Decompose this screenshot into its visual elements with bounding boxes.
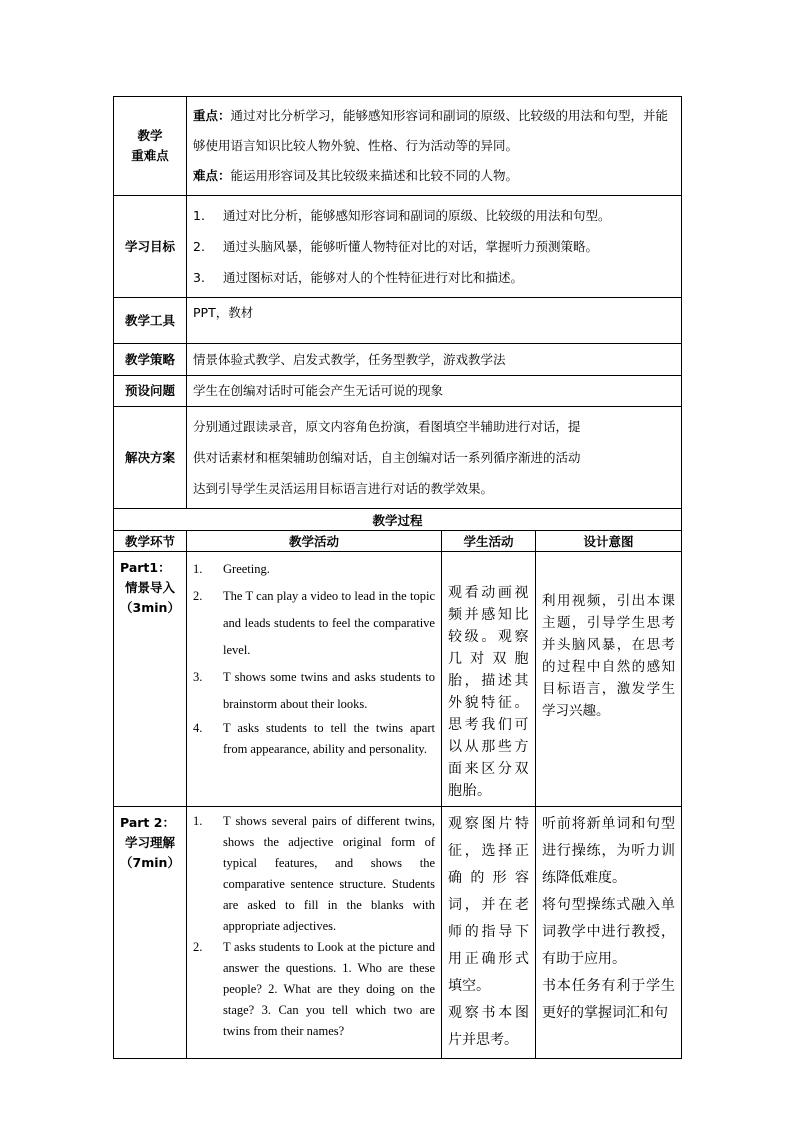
activity-item: 1. T shows several pairs of different twins, shows the adjective original form of typical features, and shows the comparative sentence structure. Students are asked to fill in the blanks with appropriate adjectives. bbox=[193, 814, 435, 933]
objectives-content bbox=[187, 196, 682, 298]
lesson-plan-document bbox=[113, 96, 681, 1059]
tools-label: 教学工具 bbox=[114, 298, 187, 344]
problems-row bbox=[114, 376, 682, 407]
header-stage: 教学环节 bbox=[114, 531, 187, 552]
focus-content bbox=[187, 97, 682, 196]
part2-activities bbox=[187, 807, 442, 1059]
part2-row bbox=[114, 807, 682, 1059]
objectives-row bbox=[114, 196, 682, 298]
key-point: 重点：通过对比分析学习，能够感知形容词和副词的原级、比较级的用法和句型，并能够使用语言知识比较人物外貌、性格、行为活动等的异同。 bbox=[193, 108, 669, 153]
tools-row bbox=[114, 298, 682, 344]
part1-activities bbox=[187, 552, 442, 807]
objective-item: 2. 通过头脑风暴，能够听懂人物特征对比的对话，掌握听力预测策略。 bbox=[193, 239, 599, 254]
part1-student: 观看动画视频并感知比较级。观察几对双胞胎，描述其外貌特征。思考我们可以从那些方面来区分双胞胎。 bbox=[442, 552, 536, 807]
difficult-point: 难点：能运用形容词及其比较级来描述和比较不同的人物。 bbox=[193, 168, 519, 183]
problems-label: 预设问题 bbox=[114, 376, 187, 407]
solutions-label: 解决方案 bbox=[114, 407, 187, 509]
part2-intent: 听前将新单词和句型进行操练，为听力训练降低难度。 将句型操练式融入单词教学中进行教授，有助于应用。 书本任务有利于学生更好的掌握词汇和句 bbox=[536, 807, 682, 1059]
header-activity: 教学活动 bbox=[187, 531, 442, 552]
activity-item: 3. T shows some twins and asks students to brainstorm about their looks. bbox=[193, 670, 435, 711]
strategies-label: 教学策略 bbox=[114, 344, 187, 376]
process-title: 教学过程 bbox=[114, 509, 682, 531]
part2-stage: Part 2： 学习理解 （7min） bbox=[114, 807, 187, 1059]
header-intent: 设计意图 bbox=[536, 531, 682, 552]
tools-content: PPT，教材 bbox=[187, 298, 682, 344]
focus-label: 教学 重难点 bbox=[114, 97, 187, 196]
objective-item: 3. 通过图标对话，能够对人的个性特征进行对比和描述。 bbox=[193, 270, 524, 285]
process-header-row bbox=[114, 531, 682, 552]
activity-item: 2. The T can play a video to lead in the topic and leads students to feel the comparative level. bbox=[193, 589, 435, 657]
part1-stage: Part1： 情景导入 （3min） bbox=[114, 552, 187, 807]
process-title-row bbox=[114, 509, 682, 531]
activity-item: 2. T asks students to Look at the picture and answer the questions. 1. Who are these people? 2. What are they doing on the stage? 3. Can you tell which two are twins from their names? bbox=[193, 940, 435, 1038]
header-student: 学生活动 bbox=[442, 531, 536, 552]
strategies-content: 情景体验式教学、启发式教学，任务型教学，游戏教学法 bbox=[187, 344, 682, 376]
activity-item: 4. T asks students to tell the twins apart from appearance, ability and personality. bbox=[193, 721, 435, 756]
strategies-row bbox=[114, 344, 682, 376]
solutions-content: 分别通过跟读录音，原文内容角色扮演，看图填空半辅助进行对话，提 供对话素材和框架辅助创编对话，自主创编对话一系列循序渐进的活动 达到引导学生灵活运用目标语言进行对话的教学效果。 bbox=[187, 407, 682, 509]
objectives-list bbox=[193, 200, 675, 293]
focus-row bbox=[114, 97, 682, 196]
problems-content: 学生在创编对话时可能会产生无话可说的现象 bbox=[187, 376, 682, 407]
lesson-plan-table bbox=[113, 96, 682, 1059]
activity-item: 1. Greeting. bbox=[193, 562, 270, 576]
part1-intent: 利用视频，引出本课主题，引导学生思考并头脑风暴，在思考的过程中自然的感知目标语言，激发学生学习兴趣。 bbox=[536, 552, 682, 807]
objective-item: 1. 通过对比分析，能够感知形容词和副词的原级、比较级的用法和句型。 bbox=[193, 208, 611, 223]
objectives-label: 学习目标 bbox=[114, 196, 187, 298]
part2-student: 观察图片特征，选择正确的形容词，并在老师的指导下用正确形式填空。 观察书本图片并思考。 bbox=[442, 807, 536, 1059]
part1-row bbox=[114, 552, 682, 807]
solutions-row bbox=[114, 407, 682, 509]
